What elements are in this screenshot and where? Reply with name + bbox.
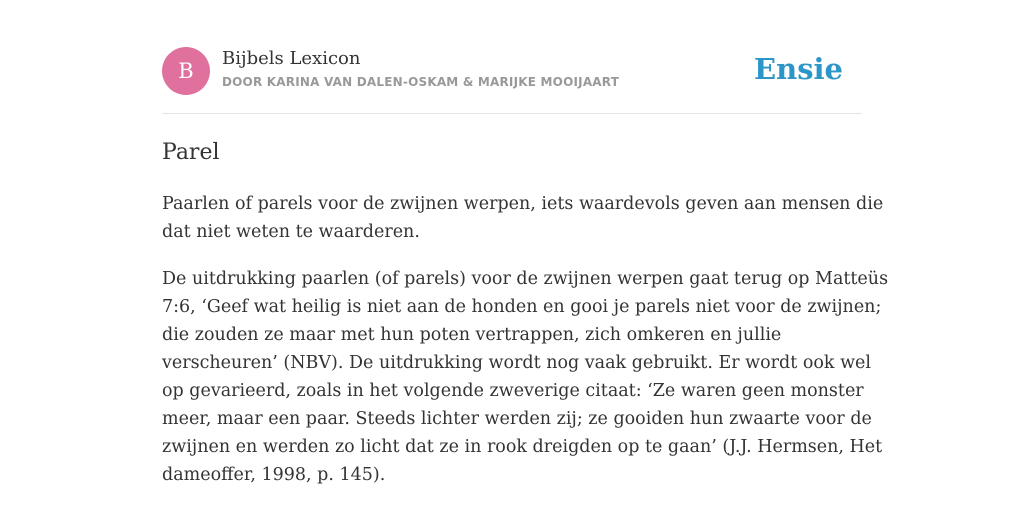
definition-paragraph xyxy=(162,190,884,246)
explanation-paragraph xyxy=(162,265,889,489)
text-line: verscheuren’ (NBV). De uitdrukking wordt nog vaak gebruikt. Er wordt ook wel xyxy=(162,353,872,373)
text-line: op gevarieerd, zoals in het volgende zweverige citaat: ‘Ze waren geen monster xyxy=(162,381,864,401)
author-byline: DOOR KARINA VAN DALEN-OSKAM & MARIJKE MOOIJAART xyxy=(222,75,620,89)
lexicon-avatar[interactable]: B xyxy=(162,47,210,95)
lexicon-header xyxy=(162,47,862,95)
lexicon-title-link[interactable]: Bijbels Lexicon xyxy=(222,48,361,69)
header-divider xyxy=(162,113,862,114)
entry-title: Parel xyxy=(162,140,220,165)
text-line: die zouden ze maar met hun poten vertrappen, zich omkeren en jullie xyxy=(162,325,782,345)
text-line: 7:6, ‘Geef wat heilig is niet aan de honden en gooi je parels niet voor de zwijnen; xyxy=(162,297,882,317)
text-line: zwijnen en werden zo licht dat ze in rook dreigden op te gaan’ (J.J. Hermsen, Het xyxy=(162,437,883,457)
ensie-logo-link[interactable]: Ensie xyxy=(754,52,843,86)
text-line: meer, maar een paar. Steeds lichter werden zij; ze gooiden hun zwaarte voor de xyxy=(162,409,872,429)
text-line: dat niet weten te waarderen. xyxy=(162,222,420,242)
text-line: Paarlen of parels voor de zwijnen werpen, iets waardevols geven aan mensen die xyxy=(162,194,884,214)
text-line: dameoffer, 1998, p. 145). xyxy=(162,465,386,485)
text-line: De uitdrukking paarlen (of parels) voor de zwijnen werpen gaat terug op Matteüs xyxy=(162,269,889,289)
